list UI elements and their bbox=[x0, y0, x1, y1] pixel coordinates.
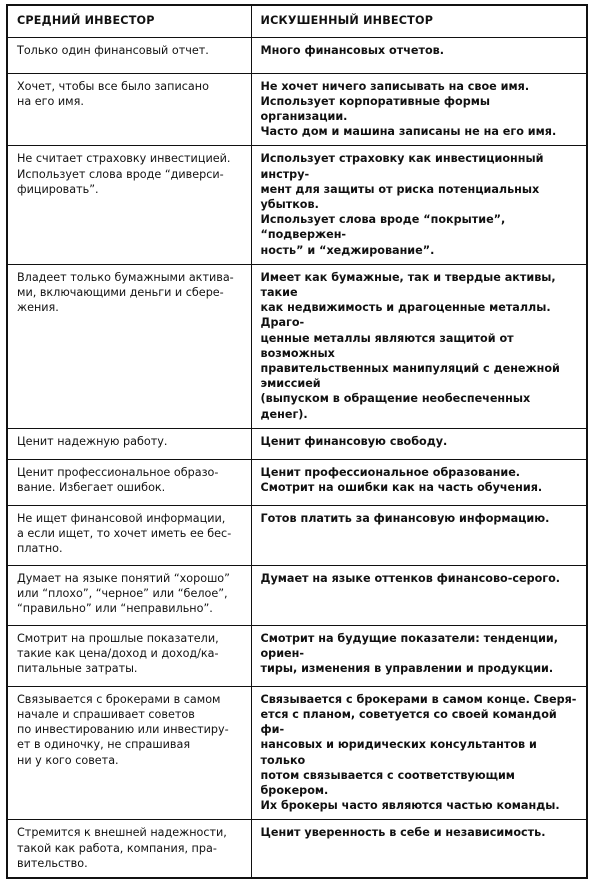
sophisticated-investor-cell: Ценит профессиональное образование. Смотрит на ошибки как на часть обучения. bbox=[251, 459, 587, 505]
header-average-investor: СРЕДНИЙ ИНВЕСТОР bbox=[7, 5, 251, 37]
sophisticated-investor-cell: Много финансовых отчетов. bbox=[251, 37, 587, 73]
table-row bbox=[7, 459, 587, 505]
sophisticated-investor-cell: Не хочет ничего записывать на свое имя. Использует корпоративные формы организации. Часто дом и машина записаны не на его имя. bbox=[251, 73, 587, 146]
average-investor-cell: Не считает страховку инвестицией. Использует слова вроде “диверси- фицировать”. bbox=[7, 146, 251, 264]
sophisticated-investor-cell: Имеет как бумажные, так и твердые активы, такие как недвижимость и драгоценные металлы. Драго- ценные металлы являются защитой от возможных правительственных манипуляций с денежной эмиссией (выпуском в обращение необеспеченных денег). bbox=[251, 264, 587, 428]
table-row bbox=[7, 37, 587, 73]
header-sophisticated-investor: ИСКУШЕННЫЙ ИНВЕСТОР bbox=[251, 5, 587, 37]
table-row bbox=[7, 264, 587, 428]
comparison-table bbox=[6, 4, 588, 879]
sophisticated-investor-cell: Использует страховку как инвестиционный инстру- мент для защиты от риска потенциальных убытков. Использует слова вроде “покрытие”, “подвержен- ность” и “хеджирование”. bbox=[251, 146, 587, 264]
average-investor-cell: Смотрит на прошлые показатели, такие как цена/доход и доход/ка- питальные затраты. bbox=[7, 625, 251, 686]
table-row bbox=[7, 428, 587, 459]
average-investor-cell: Ценит надежную работу. bbox=[7, 428, 251, 459]
sophisticated-investor-cell: Ценит финансовую свободу. bbox=[251, 428, 587, 459]
table-row bbox=[7, 505, 587, 565]
sophisticated-investor-cell: Смотрит на будущие показатели: тенденции, ориен- тиры, изменения в управлении и продукции. bbox=[251, 625, 587, 686]
average-investor-cell: Владеет только бумажными актива- ми, включающими деньги и сбере- жения. bbox=[7, 264, 251, 428]
table-row bbox=[7, 73, 587, 146]
table-row bbox=[7, 146, 587, 264]
sophisticated-investor-cell: Готов платить за финансовую информацию. bbox=[251, 505, 587, 565]
average-investor-cell: Хочет, чтобы все было записано на его имя. bbox=[7, 73, 251, 146]
average-investor-cell: Стремится к внешней надежности, такой как работа, компания, пра- вительство. bbox=[7, 820, 251, 878]
table-header-row bbox=[7, 5, 587, 37]
table-row bbox=[7, 625, 587, 686]
sophisticated-investor-cell: Связывается с брокерами в самом конце. Сверя- ется с планом, советуется со своей командой фи- нансовых и юридических консультантов и только потом связывается с соответствующим брокером. Их брокеры часто являются частью команды. bbox=[251, 686, 587, 820]
table-row bbox=[7, 565, 587, 625]
table-row bbox=[7, 820, 587, 878]
average-investor-cell: Только один финансовый отчет. bbox=[7, 37, 251, 73]
average-investor-cell: Ценит профессиональное образо- вание. Избегает ошибок. bbox=[7, 459, 251, 505]
sophisticated-investor-cell: Думает на языке оттенков финансово-серого. bbox=[251, 565, 587, 625]
average-investor-cell: Думает на языке понятий “хорошо” или “плохо”, “черное” или “белое”, “правильно” или “неправильно”. bbox=[7, 565, 251, 625]
average-investor-cell: Связывается с брокерами в самом начале и спрашивает советов по инвестированию или инвестиру- ет в одиночку, не спрашивая ни у кого совета. bbox=[7, 686, 251, 820]
average-investor-cell: Не ищет финансовой информации, а если ищет, то хочет иметь ее бес- платно. bbox=[7, 505, 251, 565]
table-row bbox=[7, 686, 587, 820]
sophisticated-investor-cell: Ценит уверенность в себе и независимость. bbox=[251, 820, 587, 878]
